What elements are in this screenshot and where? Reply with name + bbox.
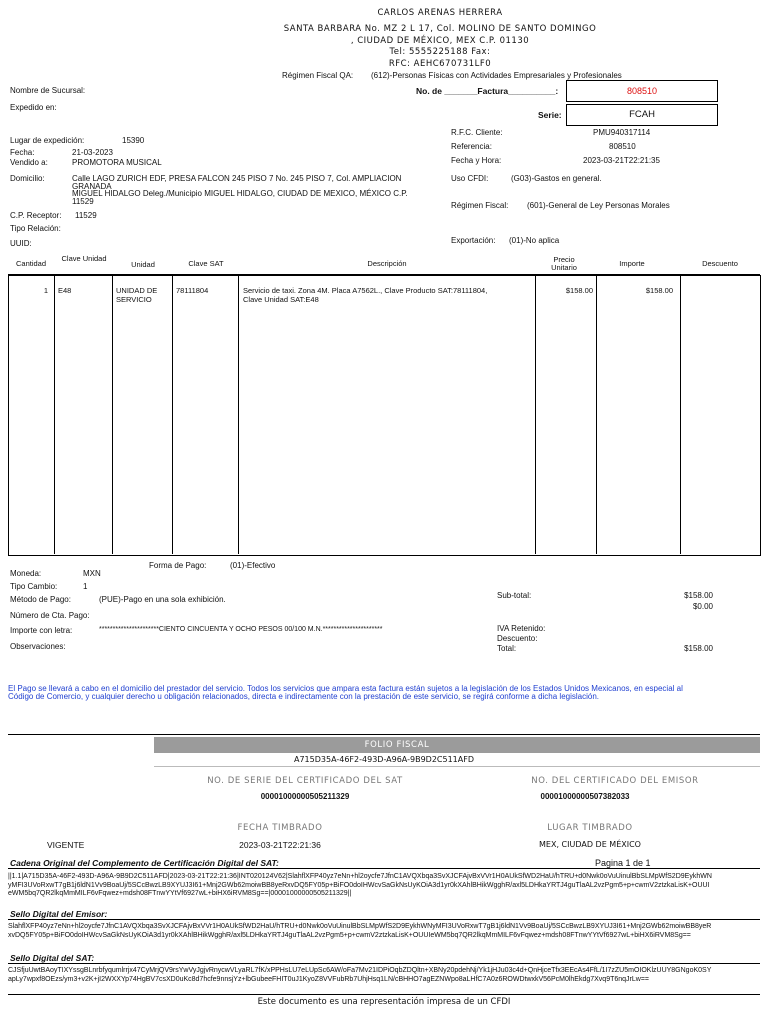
lugar-label: Lugar de expedición: — [10, 136, 85, 145]
tipo-cambio-value: 1 — [83, 582, 88, 591]
col-divider — [596, 275, 597, 554]
folio-fiscal-bar — [154, 737, 760, 753]
row-unidad — [116, 286, 157, 304]
uso-cfdi-value: (G03)-Gastos en general. — [511, 174, 602, 183]
row-precio: $158.00 — [565, 286, 593, 295]
lugar-value: 15390 — [122, 136, 145, 145]
issuer-tel: Tel: 5555225188 Fax: — [389, 47, 491, 57]
col-divider — [54, 275, 55, 554]
row-descripcion-line-2: Clave Unidad SAT:E48 — [243, 295, 319, 304]
legal-text-line-1: El Pago se llevará a cabo en el domicilio del prestador del servicio. Todos los servicios que ampara esta factura están sujetos a la legislación de los Estados Unidos Mexicanos, en especial al — [8, 684, 683, 693]
legal-text-line-2: Código de Comercio, y cualquier derecho u obligación relacionados, directa e indirectamente con la prestación de este servicio, se regirá conforme a dicha legislación. — [8, 692, 599, 701]
moneda-value: MXN — [83, 569, 101, 578]
domicilio-line-4: 11529 — [72, 197, 94, 206]
cert-emisor-label: NO. DEL CERTIFICADO DEL EMISOR — [531, 776, 699, 786]
sello-emisor-label: Sello Digital del Emisor: — [10, 909, 108, 919]
sello-sat-divider — [8, 963, 760, 964]
col-clave-sat: Clave SAT — [188, 259, 224, 268]
col-divider — [172, 275, 173, 554]
referencia-value: 808510 — [609, 142, 636, 151]
tipo-relacion-label: Tipo Relación: — [10, 224, 61, 233]
cadena-divider — [8, 868, 760, 869]
importe-letra-value: **********************CIENTO CINCUENTA Y OCHO PESOS 00/100 M.N.********************** — [99, 626, 383, 633]
row-descripcion-line-1: Servicio de taxi. Zona 4M. Placa A7562L., Clave Producto SAT:78111804, — [243, 286, 488, 295]
iva-retenido-label: IVA Retenido: — [497, 624, 546, 633]
col-cantidad: Cantidad — [15, 259, 47, 268]
fiscal-sep — [154, 766, 760, 767]
col-importe: Importe — [619, 259, 645, 268]
sello-sat-value: CJSfjuUwtBAoyTIXYssgBLnrbfyqumlrrjx47CyMrjQV9rsYwVyJgjvRnycwVLyaRL7fK/xPPHsLU7eLUpSc6AW/oFa7Mv21IDPiOqbZDQltn+XBNy20pdehNj/Yk1jHJu03c4d+QnHjceTfx3EEcAs4FfL/1I7zZU5mOIOKlzUUY8GNgoK0SYapLy7wpxf8OEzs/ym3+v2K+jI2WXXYp74HgBV7csXD0uKc8d7hcfe9nnsjYz+lbGubeeFHIT0uJ1KyoZ8VVFubRb7UhjHsq1LN/cBHHO7agEZNWpo8aLHfC7A0z6ROWDtwxkV56PcM0lhEkdg7Xvq9T6nqJrLw== — [8, 967, 712, 983]
col-precio-unitario — [536, 256, 592, 274]
domicilio-line-3: MIGUEL HIDALGO Deleg./Municipio MIGUEL HIDALGO, CIUDAD DE MEXICO, MÉXICO C.P. — [72, 189, 408, 198]
total-label: Total: — [497, 644, 517, 653]
domicilio-line-1: Calle LAGO ZURICH EDF, PRESA FALCON 245 PISO 7 No. 245 PISO 7, Col. AMPLIACION — [72, 174, 402, 183]
invoice-number-value: 808510 — [626, 86, 658, 96]
col-clave-unidad: Clave Unidad — [61, 254, 107, 263]
rfc-cliente-value: PMU940317114 — [593, 128, 651, 137]
row-unidad-line-2: SERVICIO — [116, 295, 152, 304]
vendido-label: Vendido a: — [10, 158, 48, 167]
cuenta-pago-label: Número de Cta. Pago: — [10, 611, 90, 620]
subtotal-label: Sub-total: — [497, 591, 532, 600]
subtotal-value: $158.00 — [684, 591, 713, 600]
row-descripcion — [243, 286, 487, 304]
cp-label: C.P. Receptor: — [10, 211, 62, 220]
col-descuento: Descuento — [702, 259, 738, 268]
col-divider — [680, 275, 681, 554]
expedido-label: Expedido en: — [10, 103, 57, 112]
col-precio-line-2: Unitario — [551, 263, 577, 272]
col-unidad: Unidad — [131, 260, 155, 269]
lugar-timbrado-value: MEX, CIUDAD DE MÉXICO — [539, 840, 641, 849]
serie-box — [566, 104, 718, 126]
issuer-regimen-value: (612)-Personas Físicas con Actividades Empresariales y Profesionales — [371, 71, 622, 80]
referencia-label: Referencia: — [451, 142, 492, 151]
col-divider — [238, 275, 239, 554]
invoice-number-box — [566, 80, 718, 102]
folio-fiscal-value: A715D35A-46F2-493D-A96A-9B9D2C511AFD — [293, 755, 474, 764]
metodo-pago-value: (PUE)-Pago en una sola exhibición. — [99, 595, 226, 604]
footer-text: Este documento es una representación impresa de un CFDI — [257, 997, 511, 1007]
forma-pago-value: (01)-Efectivo — [230, 561, 276, 570]
fecha-hora-value: 2023-03-21T22:21:35 — [583, 156, 660, 165]
fiscal-divider — [8, 734, 760, 735]
estado-cfdi: VIGENTE — [47, 840, 85, 850]
serie-label: Serie: — [538, 110, 562, 120]
fecha-value: 21-03-2023 — [72, 148, 113, 157]
serie-sat-label: NO. DE SERIE DEL CERTIFICADO DEL SAT — [207, 776, 403, 786]
issuer-address-1: SANTA BARBARA No. MZ 2 L 17, Col. MOLINO DE SANTO DOMINGO — [283, 24, 597, 34]
sello-emisor-value: SlahflXFP40yz7eNn+hl2oycfe7JfnC1AVQXbqa3SvXJCFAjvBxVVr1H0AUkSfWD2HaU/hTRU+d0Nwk0oVuUinulBbSLMpWfS2D9EykhWNyMFI3UVoRxwT7gB1j6ldN1Vv9BoaUj/5SCcBwzLB9XYUJ3I61+Mnj2GWb62moiwBB8yeRxvDQ5FY05p+BiFO0doIHWcvSaGkNsUyKOiA3d1yr0kXAhlBHikWgghR/axl5LDHkaYRTJ4guTlaAL2vzPgm5+p+cwmV2ztzkaLisK+OUUIeWM5bq7QR2lkqMmMILF6vFqwez+mdsh08FTnwYYtVf6927wL+biHX6iRVM8Sg== — [8, 923, 712, 939]
domicilio-line-2: GRANADA — [72, 182, 112, 191]
extra-value: $0.00 — [692, 602, 713, 611]
row-clave-sat: 78111804 — [176, 286, 209, 295]
issuer-regimen-label: Régimen Fiscal QA: — [282, 71, 354, 80]
metodo-pago-label: Método de Pago: — [10, 595, 71, 604]
sello-emisor-divider — [8, 919, 760, 920]
domicilio-label: Domicilio: — [10, 174, 45, 183]
uuid-label: UUID: — [10, 239, 32, 248]
total-value: $158.00 — [684, 644, 713, 653]
row-unidad-line-1: UNIDAD DE — [116, 286, 158, 295]
issuer-name: CARLOS ARENAS HERRERA — [377, 8, 503, 18]
invoice-number-label: No. de _______Factura__________: — [416, 86, 559, 96]
cadena-label: Cadena Original del Complemento de Certificación Digital del SAT: — [10, 858, 279, 868]
cp-value: 11529 — [75, 211, 97, 220]
footer-divider — [8, 994, 760, 995]
row-importe: $158.00 — [645, 286, 673, 295]
rfc-cliente-label: R.F.C. Cliente: — [451, 128, 503, 137]
page-number: Pagina 1 de 1 — [595, 858, 651, 868]
vendido-value: PROMOTORA MUSICAL — [72, 158, 162, 167]
descuento-label: Descuento: — [497, 634, 538, 643]
sello-sat-label: Sello Digital del SAT: — [10, 953, 95, 963]
col-precio-line-1: Precio — [553, 255, 575, 264]
fecha-label: Fecha: — [10, 148, 35, 157]
fecha-timbrado-label: FECHA TIMBRADO — [237, 823, 323, 833]
cadena-value: ||1.1|A715D35A-46F2-493D-A96A-9B9D2C511AFD|2023-03-21T22:21:36|INT020124V62|SlahflXFP40yz7eNn+hl2oycfe7JfnC1AVQXbqa3SvXJCFAjvBxVVr1H0AUkSfWD2HaU/hTRU+d0Nwk0oVuUinulBbSLMpWfS2D9EykhWNyMFI3UVoRxwT7gB1j6ldN1Vv9BoaUj/5SCcBwzLB9XYUJ3I61+Mnj2GWb62moiwBB8yeRxvDQ5FY05p+BiFO0doIHWcvSaGkNsUyKOiA3d1yr0kXAhlBHikWgghR/axl5LDHkaYRTJ4guTlaAL2vzPgm5+p+cwmV2ztzkaLisK+OUUIeWM5bq7QR2lkqMmMILF6vFqwez+mdsh08FTnwYYtVf6927wL+biHX6iRVM8Sg==|00001000000505211329|| — [8, 873, 712, 897]
serie-sat-value: 00001000000505211329 — [260, 792, 350, 801]
tipo-cambio-label: Tipo Cambio: — [10, 582, 58, 591]
fecha-timbrado-value: 2023-03-21T22:21:36 — [239, 840, 321, 850]
col-divider — [535, 275, 536, 554]
issuer-address-2: , CIUDAD DE MÉXICO, MEX C.P. 01130 — [350, 36, 530, 46]
row-cantidad: 1 — [43, 286, 48, 295]
forma-pago-label: Forma de Pago: — [149, 561, 207, 570]
serie-value: FCAH — [629, 109, 655, 120]
regimen-cliente-value: (601)-General de Ley Personas Morales — [527, 201, 670, 210]
importe-letra-label: Importe con letra: — [10, 626, 73, 635]
exportacion-value: (01)-No aplica — [509, 236, 560, 245]
uso-cfdi-label: Uso CFDI: — [451, 174, 489, 183]
items-table-body — [8, 275, 761, 556]
cert-emisor-value: 00001000000507382033 — [540, 792, 630, 801]
sucursal-label: Nombre de Sucursal: — [10, 86, 86, 95]
moneda-label: Moneda: — [10, 569, 42, 578]
fecha-hora-label: Fecha y Hora: — [451, 156, 502, 165]
folio-fiscal-label: FOLIO FISCAL — [364, 740, 430, 750]
col-divider — [112, 275, 113, 554]
exportacion-label: Exportación: — [451, 236, 496, 245]
observaciones-label: Observaciones: — [10, 642, 66, 651]
regimen-cliente-label: Régimen Fiscal: — [451, 201, 509, 210]
lugar-timbrado-label: LUGAR TIMBRADO — [547, 823, 633, 833]
col-descripcion: Descripción — [367, 259, 407, 268]
issuer-rfc: RFC: AEHC670731LF0 — [388, 59, 492, 69]
row-clave-unidad: E48 — [58, 286, 72, 295]
